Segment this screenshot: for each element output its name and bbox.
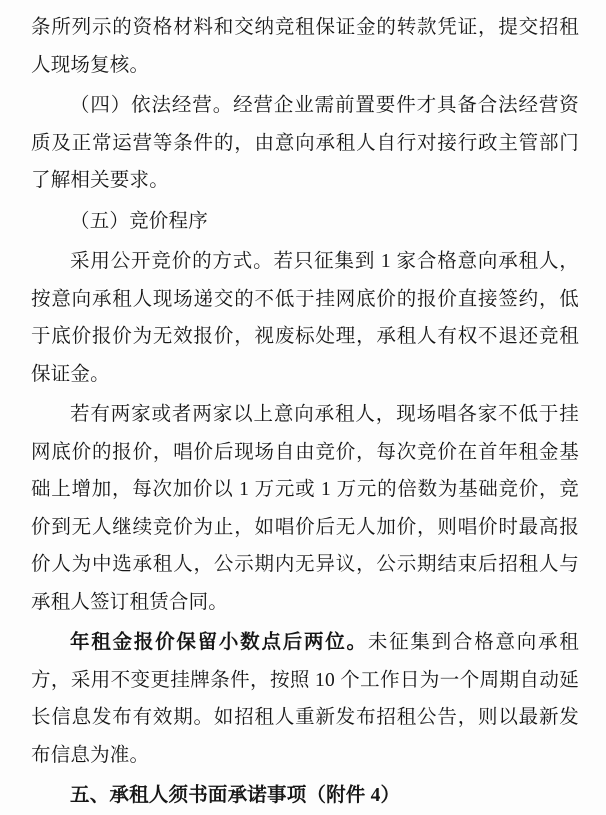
paragraph-item-4-lawful-operation (31, 87, 579, 200)
document-text-block (31, 9, 579, 815)
paragraph-single-qualified-bidder (31, 243, 579, 393)
body-text-segment: 采用公开竞价的方式。若只征集到 1 家合格意向承租人，按意向承租人现场递交的不低于挂网底价的报价直接签约，低于底价报价为无效报价，视废标处理，承租人有权不退还竞租保证金。 (31, 251, 579, 385)
bold-text-segment: 五、承租人须书面承诺事项（附件 4） (70, 785, 401, 806)
body-text-segment: 条所列示的资格材料和交纳竞租保证金的转款凭证，提交招租人现场复核。 (31, 17, 579, 76)
paragraph-continuation-qualification-materials (31, 9, 579, 84)
body-text-segment: 未征集到合格意向承租方，采用不变更挂牌条件，按照 10 个工作日为一个周期自动延长信息发布有效期。如招租人重新发布招租公告，则以最新发布信息为准。 (31, 632, 579, 766)
paragraph-multiple-bidders-auction (31, 396, 579, 621)
body-text-segment: 若有两家或者两家以上意向承租人，现场唱各家不低于挂网底价的报价，唱价后现场自由竞价，每次竞价在首年租金基础上增加，每次加价以 1 万元或 1 万元的倍数为基础竞价，竞价到无人继续竞价为止，如唱价后无人加价，则唱价时最高报价人为中选承租人，公示期内无异议，公示期结束后招租人与承租人签订租赁合同。 (31, 404, 579, 613)
paragraph-annual-rent-quote-rules (31, 624, 579, 774)
heading-section-5-written-commitments (31, 777, 579, 815)
bold-text-segment: 年租金报价保留小数点后两位。 (70, 632, 368, 653)
body-text-segment: （五）竞价程序 (70, 210, 208, 232)
body-text-segment: （四）依法经营。经营企业需前置要件才具备合法经营资质及正常运营等条件的，由意向承租人自行对接行政主管部门了解相关要求。 (31, 95, 579, 191)
paragraph-item-5-bidding-procedure-heading (31, 203, 579, 241)
